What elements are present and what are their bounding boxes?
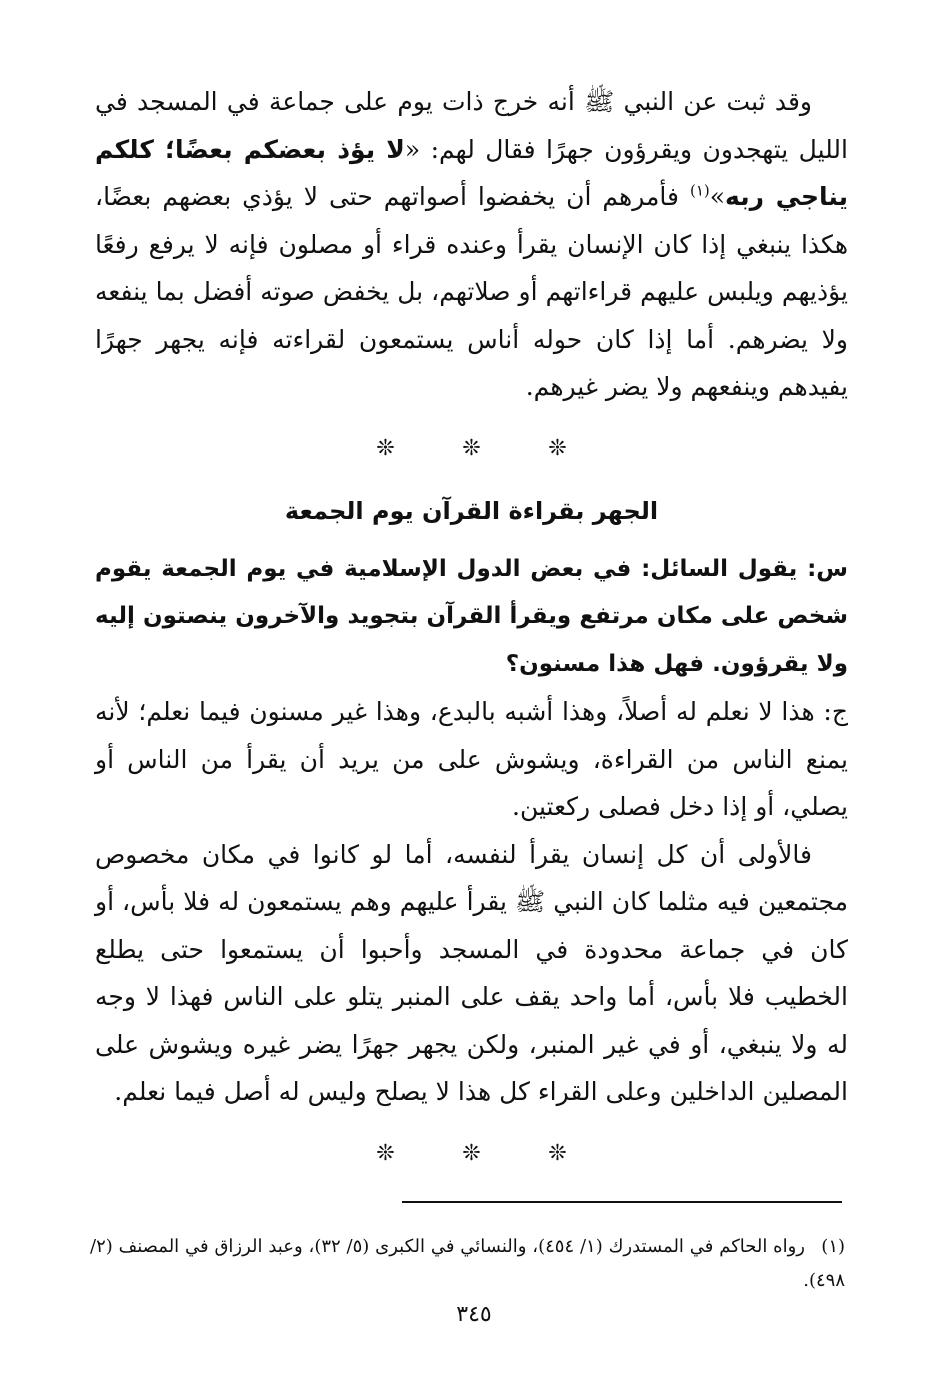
paragraph1-continuation: فأمرهم أن يخفضوا أصواتهم حتى لا يؤذي بعضهم بعضًا، هكذا ينبغي إذا كان الإنسان يقرأ وعنده قراء أو مصلون فإنه لا يرفع رفعًا يؤذيهم ويلبس عليهم قراءاتهم أو صلاتهم، بل يخفض صوته أفضل بما ينفعه ولا يضرهم. أما إذا كان حوله أناس يستمعون لقراءته فإنه يجهر جهرًا يفيدهم وينفعهم ولا يضر غيرهم.: [95, 182, 848, 401]
footnote-reference: (١): [689, 181, 710, 200]
question-label: س:: [797, 555, 848, 582]
hadith-quote: لا يؤذ بعضكم بعضًا؛ كلكم يناجي ربه: [95, 134, 849, 211]
quote-close: »: [709, 182, 726, 211]
page-number: ٣٤٥: [456, 1302, 492, 1327]
footnote: [90, 1230, 845, 1298]
separator-star-icon: ❊: [376, 435, 395, 461]
paragraph-conclusion: فالأولى أن كل إنسان يقرأ لنفسه، أما لو كانوا في مكان مخصوص مجتمعين فيه مثلما كان النبي ﷺ يقرأ عليهم وهم يستمعون له فلا بأس، أو كان في جماعة محدودة في المسجد وأحبوا أن يستمعوا حتى يطلع الخطيب فلا بأس، أما واحد يقف على المنبر يتلو على الناس فهذا لا وجه له ولا ينبغي، أو في غير المنبر، ولكن يجهر جهرًا يضر غيره ويشوش على المصلين الداخلين وعلى القراء كل هذا لا يصلح وليس له أصل فيما نعلم.: [95, 839, 848, 1106]
separator-star-icon: ❊: [548, 1140, 567, 1166]
answer-paragraph: ج: هذا لا نعلم له أصلاً، وهذا أشبه بالبدع، وهذا غير مسنون فيما نعلم؛ لأنه يمنع الناس من القراءة، ويشوش على من يريد أن يقرأ من الناس أو يصلي، أو إذا دخل فصلى ركعتين.: [95, 697, 848, 821]
footnote-divider: [402, 1201, 842, 1203]
separator-star-icon: ❊: [376, 1140, 395, 1166]
section-separator: [95, 411, 848, 486]
separator-star-icon: ❊: [462, 1140, 481, 1166]
page-body: [95, 78, 848, 1191]
paragraph1-intro: وقد ثبت عن النبي ﷺ أنه خرج ذات يوم على جماعة في المسجد في الليل يتهجدون ويقرؤون جهرًا فقال لهم: «: [95, 87, 848, 164]
question-paragraph: [95, 546, 848, 689]
paragraph-hadith-night-prayer: [95, 78, 848, 411]
section-separator-end: [95, 1116, 848, 1191]
question-text: يقول السائل: في بعض الدول الإسلامية في يوم الجمعة يقوم شخص على مكان مرتفع ويقرأ القرآن بتجويد والآخرون ينصتون إليه ولا يقرؤون. فهل هذا مسنون؟: [95, 555, 848, 677]
footnote-text: رواه الحاكم في المستدرك (١/ ٤٥٤)، والنسائي في الكبرى (٥/ ٣٢)، وعبد الرزاق في المصنف (٢/ ٤٩٨).: [90, 1236, 845, 1291]
section-heading: الجهر بقراءة القرآن يوم الجمعة: [284, 496, 659, 525]
footnote-number: (١): [821, 1236, 846, 1257]
separator-star-icon: ❊: [462, 435, 481, 461]
separator-star-icon: ❊: [548, 435, 567, 461]
